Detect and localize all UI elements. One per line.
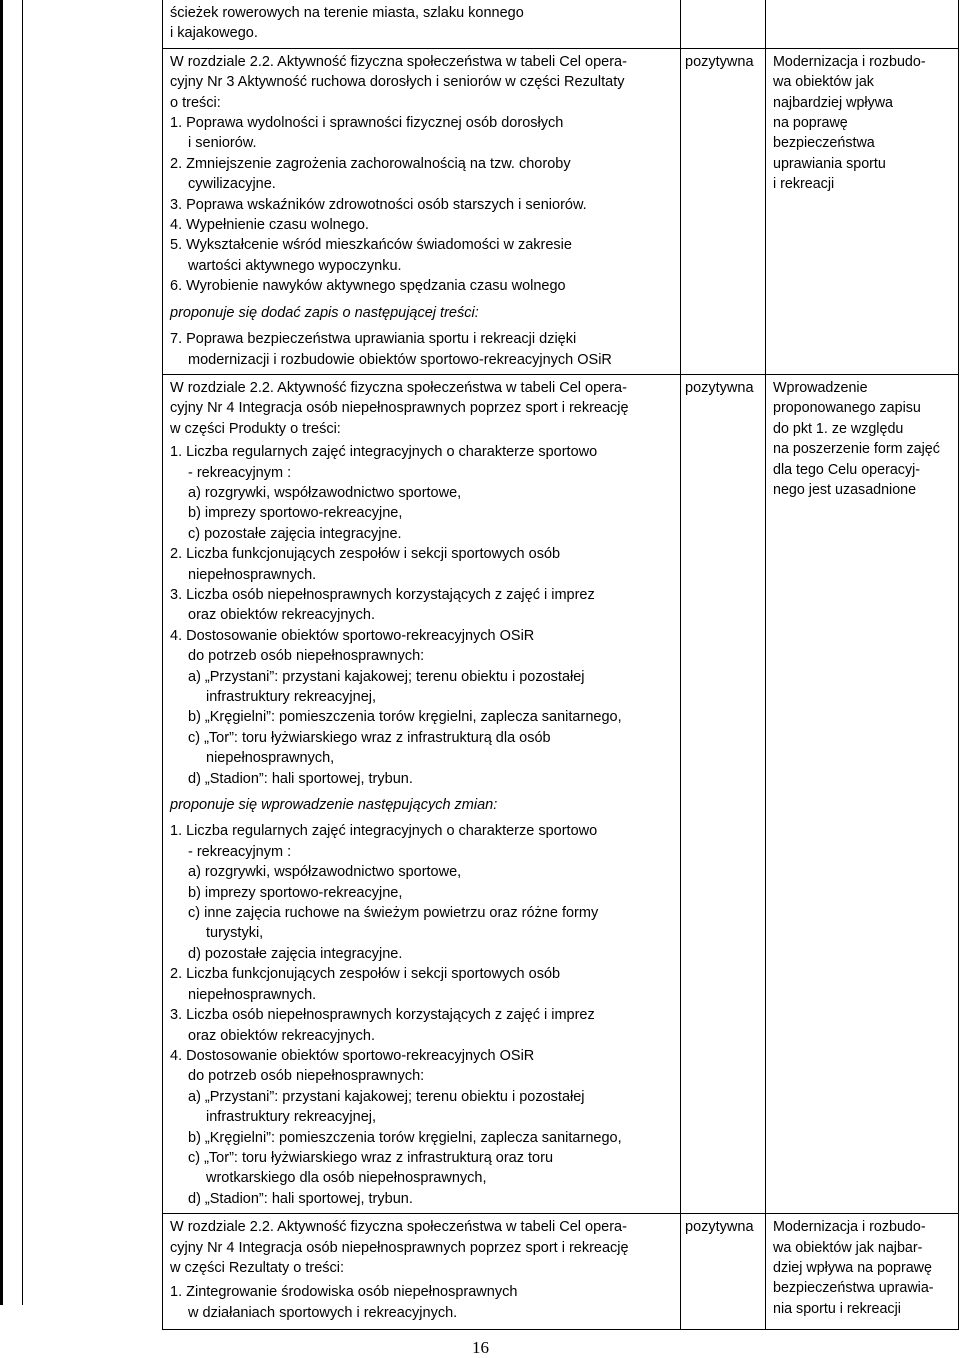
justification-line: do pkt 1. ze względu — [773, 420, 904, 437]
row1-intro — [170, 52, 674, 113]
list-item: 5. Wykształcenie wśród mieszkańców świadomości w zakresie — [170, 237, 572, 254]
list-item: wartości aktywnego wypoczynku. — [188, 257, 402, 274]
row0-content — [163, 0, 680, 48]
table-row — [163, 374, 959, 1213]
list-item: a) „Przystani”: przystani kajakowej; terenu obiektu i pozostałej — [188, 1088, 585, 1105]
intro-line: W rozdziale 2.2. Aktywność fizyczna społeczeństwa w tabeli Cel opera- — [170, 53, 627, 70]
opinion-table — [162, 0, 959, 1330]
added-line: modernizacji i rozbudowie obiektów sportowo-rekreacyjnych OSiR — [188, 351, 612, 368]
justification-line: Modernizacja i rozbudo- — [773, 1219, 926, 1236]
list-item: oraz obiektów rekreacyjnych. — [188, 607, 375, 624]
list-item: cywilizacyjne. — [188, 176, 276, 193]
row1-justification — [766, 49, 958, 199]
list-item: 2. Liczba funkcjonujących zespołów i sekcji sportowych osób — [170, 546, 561, 563]
list-item: 3. Liczba osób niepełnosprawnych korzystających z zajęć i imprez — [170, 586, 595, 603]
list-item: a) rozgrywki, współzawodnictwo sportowe, — [188, 864, 462, 881]
list-item: - rekreacyjnym : — [188, 464, 292, 481]
row3-items — [170, 1282, 674, 1323]
list-item: 2. Liczba funkcjonujących zespołów i sekcji sportowych osób — [170, 966, 561, 983]
left-margin-line-inner — [22, 0, 23, 1305]
justification-line: dla tego Celu operacyj- — [773, 461, 921, 478]
intro-line: w części Rezultaty o treści: — [170, 1259, 345, 1276]
row1-proposal: proponuje się dodać zapis o następującej treści: — [170, 304, 479, 321]
list-item: 1. Liczba regularnych zajęć integracyjnych o charakterze sportowo — [170, 444, 598, 461]
row2-content — [163, 375, 680, 1213]
list-item: oraz obiektów rekreacyjnych. — [188, 1027, 375, 1044]
list-item: b) imprezy sportowo-rekreacyjne, — [188, 505, 403, 522]
row2-intro — [170, 378, 674, 439]
list-item: a) rozgrywki, współzawodnictwo sportowe, — [188, 484, 462, 501]
list-item: i seniorów. — [188, 135, 257, 152]
row2-justification — [766, 375, 958, 504]
list-item: 2. Zmniejszenie zagrożenia zachorowalnością na tzw. choroby — [170, 155, 571, 172]
table-row — [163, 48, 959, 374]
left-margin-line — [0, 0, 3, 1305]
list-item: 4. Dostosowanie obiektów sportowo-rekreacyjnych OSiR — [170, 627, 535, 644]
table-row — [163, 0, 959, 48]
list-item: c) pozostałe zajęcia integracyjne. — [188, 525, 402, 542]
list-item: d) „Stadion”: hali sportowej, trybun. — [188, 1190, 413, 1207]
list-item: infrastruktury rekreacyjnej, — [206, 1109, 377, 1126]
row2-verdict: pozytywna — [685, 379, 754, 396]
row3-intro — [170, 1217, 674, 1278]
list-item: b) imprezy sportowo-rekreacyjne, — [188, 884, 403, 901]
justification-line: Modernizacja i rozbudo- — [773, 53, 926, 70]
list-item: do potrzeb osób niepełnosprawnych: — [188, 648, 425, 665]
list-item: infrastruktury rekreacyjnej, — [206, 689, 377, 705]
list-item: 1. Zintegrowanie środowiska osób niepełnosprawnych — [170, 1284, 518, 1301]
list-item: b) „Kręgielni”: pomieszczenia torów kręgielni, zaplecza sanitarnego, — [188, 709, 622, 726]
list-item: 3. Liczba osób niepełnosprawnych korzystających z zajęć i imprez — [170, 1007, 595, 1024]
row1-verdict: pozytywna — [685, 53, 754, 70]
page-number: 16 — [472, 1338, 489, 1357]
added-line: 7. Poprawa bezpieczeństwa uprawiania sportu i rekreacji dzięki — [170, 331, 577, 348]
justification-line: na poszerzenie form zajęć — [773, 441, 940, 458]
justification-line: nego jest uzasadnione — [773, 481, 917, 498]
list-item: 1. Liczba regularnych zajęć integracyjnych o charakterze sportowo — [170, 823, 598, 840]
row3-justification — [766, 1214, 958, 1323]
row2-new-list — [170, 821, 674, 1209]
list-item: d) „Stadion”: hali sportowej, trybun. — [188, 770, 413, 787]
intro-line: cyjny Nr 4 Integracja osób niepełnosprawnych poprzez sport i rekreację — [170, 400, 629, 417]
justification-line: wa obiektów jak — [773, 74, 874, 91]
justification-line: wa obiektów jak najbar- — [773, 1239, 923, 1256]
list-item: 6. Wyrobienie nawyków aktywnego spędzania czasu wolnego — [170, 278, 566, 295]
intro-line: o treści: — [170, 94, 221, 111]
text-line: ścieżek rowerowych na terenie miasta, szlaku konnego — [170, 5, 524, 21]
list-item: b) „Kręgielni”: pomieszczenia torów kręgielni, zaplecza sanitarnego, — [188, 1129, 622, 1146]
justification-line: najbardziej wpływa — [773, 94, 893, 111]
list-item: do potrzeb osób niepełnosprawnych: — [188, 1068, 425, 1085]
intro-line: cyjny Nr 3 Aktywność ruchowa dorosłych i seniorów w części Rezultaty — [170, 74, 625, 91]
list-item: niepełnosprawnych. — [188, 986, 317, 1003]
text-line: i kajakowego. — [170, 25, 258, 42]
list-item: 4. Wypełnienie czasu wolnego. — [170, 217, 369, 234]
row3-verdict: pozytywna — [685, 1219, 754, 1236]
list-item: - rekreacyjnym : — [188, 843, 292, 860]
justification-line: proponowanego zapisu — [773, 400, 921, 417]
row1-content — [163, 49, 680, 374]
row3-content — [163, 1214, 680, 1329]
list-item: w działaniach sportowych i rekreacyjnych. — [188, 1304, 458, 1321]
intro-line: w części Produkty o treści: — [170, 420, 341, 437]
row2-old-list — [170, 442, 674, 789]
list-item: c) inne zajęcia ruchowe na świeżym powietrzu oraz różne formy — [188, 905, 599, 922]
list-item: niepełnosprawnych. — [188, 566, 317, 583]
list-item: c) „Tor”: toru łyżwiarskiego wraz z infrastrukturą dla osób — [188, 729, 551, 746]
list-item: 1. Poprawa wydolności i sprawności fizycznej osób dorosłych — [170, 115, 564, 132]
list-item: wrotkarskiego dla osób niepełnosprawnych, — [206, 1170, 487, 1187]
justification-line: i rekreacji — [773, 176, 835, 193]
intro-line: W rozdziale 2.2. Aktywność fizyczna społeczeństwa w tabeli Cel opera- — [170, 379, 627, 396]
list-item: turystyki, — [206, 925, 264, 942]
justification-line: bezpieczeństwa — [773, 135, 875, 152]
intro-line: W rozdziale 2.2. Aktywność fizyczna społeczeństwa w tabeli Cel opera- — [170, 1219, 627, 1236]
row2-proposal: proponuje się wprowadzenie następujących zmian: — [170, 797, 498, 814]
justification-line: bezpieczeństwa uprawia- — [773, 1280, 934, 1297]
list-item: d) pozostałe zajęcia integracyjne. — [188, 945, 403, 962]
row1-added — [170, 329, 674, 370]
list-item: 3. Poprawa wskaźników zdrowotności osób starszych i seniorów. — [170, 196, 587, 213]
row1-items — [170, 113, 674, 297]
list-item: 4. Dostosowanie obiektów sportowo-rekreacyjnych OSiR — [170, 1047, 535, 1064]
justification-line: uprawiania sportu — [773, 155, 886, 172]
intro-line: cyjny Nr 4 Integracja osób niepełnosprawnych poprzez sport i rekreację — [170, 1239, 629, 1256]
list-item: c) „Tor”: toru łyżwiarskiego wraz z infrastrukturą oraz toru — [188, 1149, 554, 1166]
justification-line: Wprowadzenie — [773, 379, 868, 396]
list-item: a) „Przystani”: przystani kajakowej; terenu obiektu i pozostałej — [188, 668, 585, 685]
justification-line: dziej wpływa na poprawę — [773, 1259, 932, 1276]
justification-line: na poprawę — [773, 115, 848, 132]
justification-line: nia sportu i rekreacji — [773, 1300, 901, 1317]
list-item: niepełnosprawnych, — [206, 750, 335, 767]
table-row — [163, 1214, 959, 1330]
